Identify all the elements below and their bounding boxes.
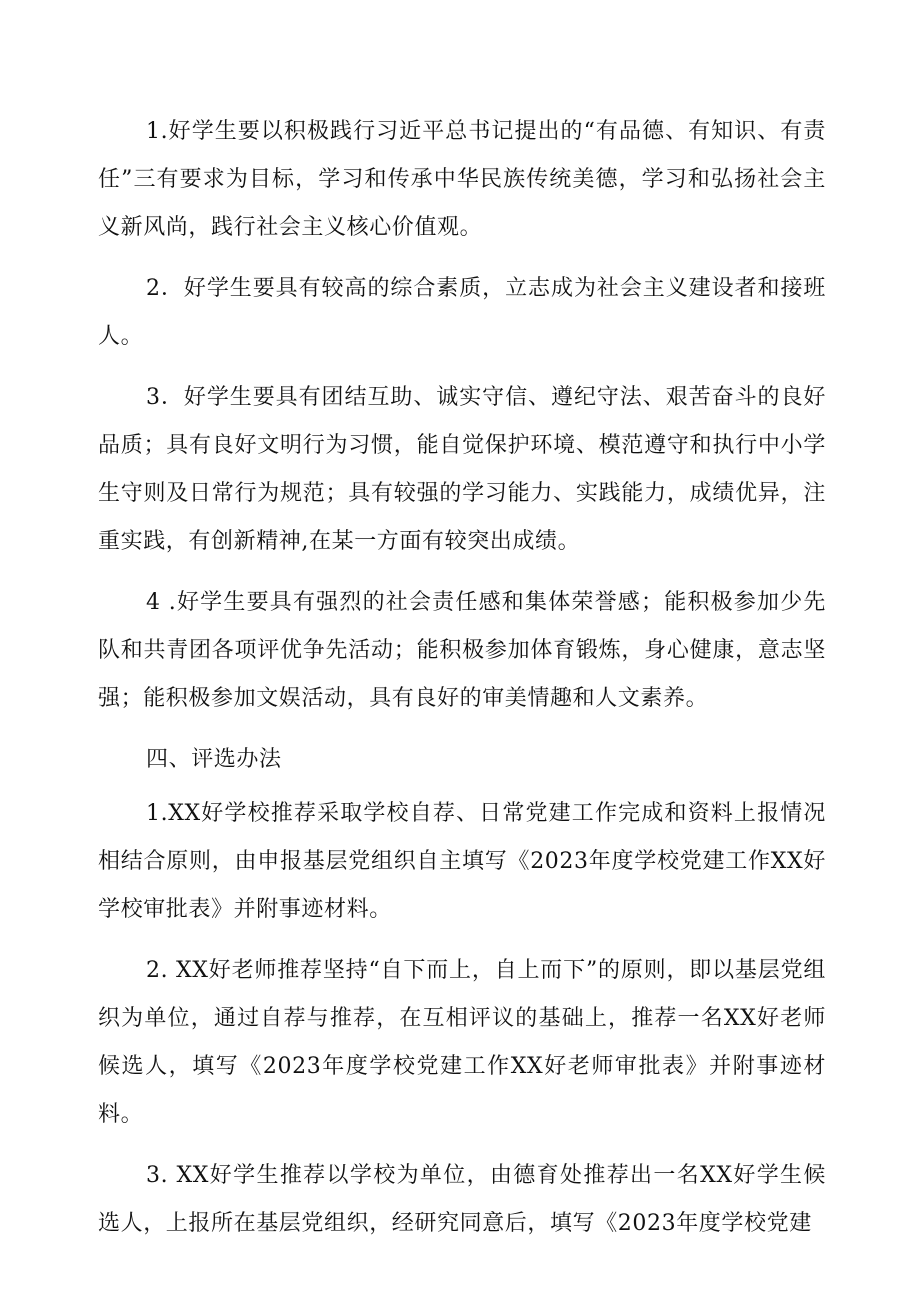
paragraph-good-teacher-recommendation: 2. XX好老师推荐坚持“自下而上，自上而下”的原则，即以基层党组织为单位，通过自荐与推荐，在互相评议的基础上，推荐一名XX好老师候选人，填写《2023年度学校党建工作XX好老师审批表》并附事迹材料。 [98, 958, 826, 1127]
section-heading-selection-method: 四、评选办法 [146, 747, 282, 772]
paragraph-good-student-goal: 1.好学生要以积极践行习近平总书记提出的“有品德、有知识、有责任”三有要求为目标，学习和传承中华民族传统美德，学习和弘扬社会主义新风尚，践行社会主义核心价值观。 [98, 119, 826, 240]
paragraph-good-student-responsibility: 4 .好学生要具有强烈的社会责任感和集体荣誉感；能积极参加少先队和共青团各项评优争先活动；能积极参加体育锻炼，身心健康，意志坚强；能积极参加文娱活动，具有良好的审美情趣和人文素养。 [98, 590, 826, 711]
paragraph-good-student-recommendation: 3. XX好学生推荐以学校为单位，由德育处推荐出一名XX好学生候选人，上报所在基层党组织，经研究同意后，填写《2023年度学校党建 [98, 1163, 826, 1236]
paragraph-good-student-quality: 2．好学生要具有较高的综合素质，立志成为社会主义建设者和接班人。 [98, 276, 826, 349]
document-body [98, 108, 826, 1261]
paragraph-good-student-conduct: 3．好学生要具有团结互助、诚实守信、遵纪守法、艰苦奋斗的良好品质；具有良好文明行为习惯，能自觉保护环境、模范遵守和执行中小学生守则及日常行为规范；具有较强的学习能力、实践能力，成绩优异，注重实践，有创新精神,在某一方面有较突出成绩。 [98, 385, 826, 554]
paragraph-good-school-recommendation: 1.XX好学校推荐采取学校自荐、日常党建工作完成和资料上报情况相结合原则，由申报基层党组织自主填写《2023年度学校党建工作XX好学校审批表》并附事迹材料。 [98, 801, 826, 922]
